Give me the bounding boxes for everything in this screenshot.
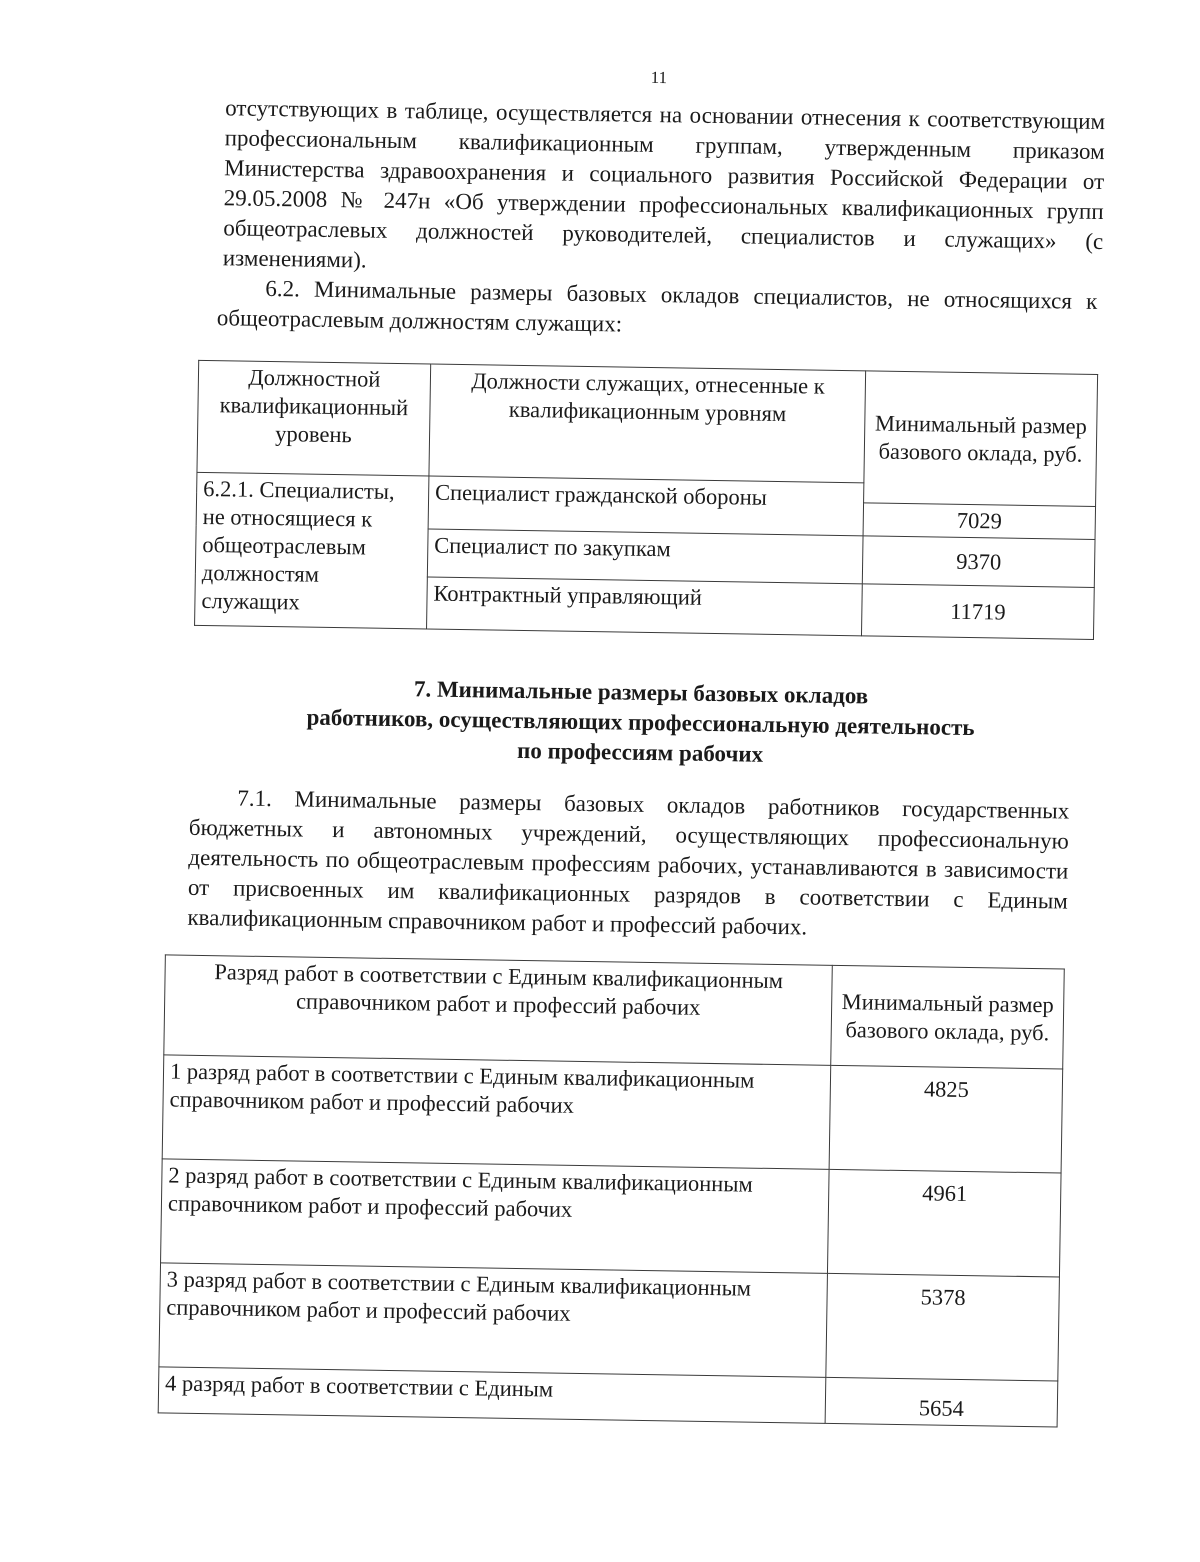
position-procurement: Специалист по закупкам [427, 529, 863, 584]
grade-salary: 5378 [826, 1273, 1059, 1381]
section-7-heading [200, 671, 1081, 775]
grade-row: 4 разряд работ в соответствии с Единым [158, 1367, 826, 1423]
table-6-2 [194, 360, 1098, 640]
section-6-2-paragraph: 6.2. Минимальные размеры базовых окладов специалистов, не относящихся к общеотраслевым должностям служащих: [216, 275, 1098, 337]
grade-salary: 5654 [825, 1377, 1058, 1427]
header-positions: Должности служащих, отнесенные к квалификационным уровням [429, 364, 866, 483]
page-number: 11 [650, 67, 668, 88]
section-7-heading-line1: 7. Минимальные размеры базовых окладов [413, 676, 869, 709]
group-6-2-1: 6.2.1. Специалисты, не относящиеся к общеотраслевым должностям служащих [195, 472, 429, 629]
intro-paragraph: отсутствующих в таблице, осуществляется на основании отнесения к соответствующим профессиональным квалификационным группам, утвержденным приказом Министерства здравоохранения и социального развития Российской Федерации от 29.05.2008 № 247н «Об утверждении профессиональных квалификационных групп общеотраслевых должностей руководителей, специалистов и служащих» (с изменениями). [222, 95, 1106, 273]
salary-civil-defense: 7029 [863, 503, 1095, 540]
header-salary: Минимальный размер базового оклада, руб. [864, 371, 1098, 507]
section-7-heading-line2: работников, осуществляющих профессиональную деятельность [306, 704, 975, 741]
header-grade: Разряд работ в соответствии с Единым квалификационным справочником работ и профессий рабочих [164, 955, 833, 1065]
salary-procurement: 9370 [863, 536, 1096, 588]
header-salary-7: Минимальный размер базового оклада, руб. [831, 965, 1064, 1069]
grade-row: 3 разряд работ в соответствии с Единым квалификационным справочником работ и профессий рабочих [159, 1263, 828, 1377]
grade-salary: 4961 [828, 1169, 1061, 1277]
position-civil-defense: Специалист гражданской обороны [428, 476, 864, 536]
salary-contract-manager: 11719 [862, 584, 1095, 640]
header-level: Должностной квалификационный уровень [197, 360, 431, 476]
grade-row: 2 разряд работ в соответствии с Единым квалификационным справочником работ и профессий рабочих [161, 1159, 830, 1273]
section-7-1-paragraph: 7.1. Минимальные размеры базовых окладов работников государственных бюджетных и автономных учреждений, осуществляющих профессиональную деятельность по общеотраслевым профессиям рабочих, устанавливаются в зависимости от присвоенных им квалификационных разрядов в соответствии с Единым квалификационным справочником работ и профессий рабочих. [187, 785, 1070, 940]
table-7-1 [158, 954, 1065, 1427]
section-7-heading-line3: по профессиям рабочих [516, 737, 764, 767]
position-contract-manager: Контрактный управляющий [426, 577, 862, 636]
grade-row: 1 разряд работ в соответствии с Единым квалификационным справочником работ и профессий рабочих [162, 1055, 831, 1169]
grade-salary: 4825 [829, 1065, 1062, 1173]
